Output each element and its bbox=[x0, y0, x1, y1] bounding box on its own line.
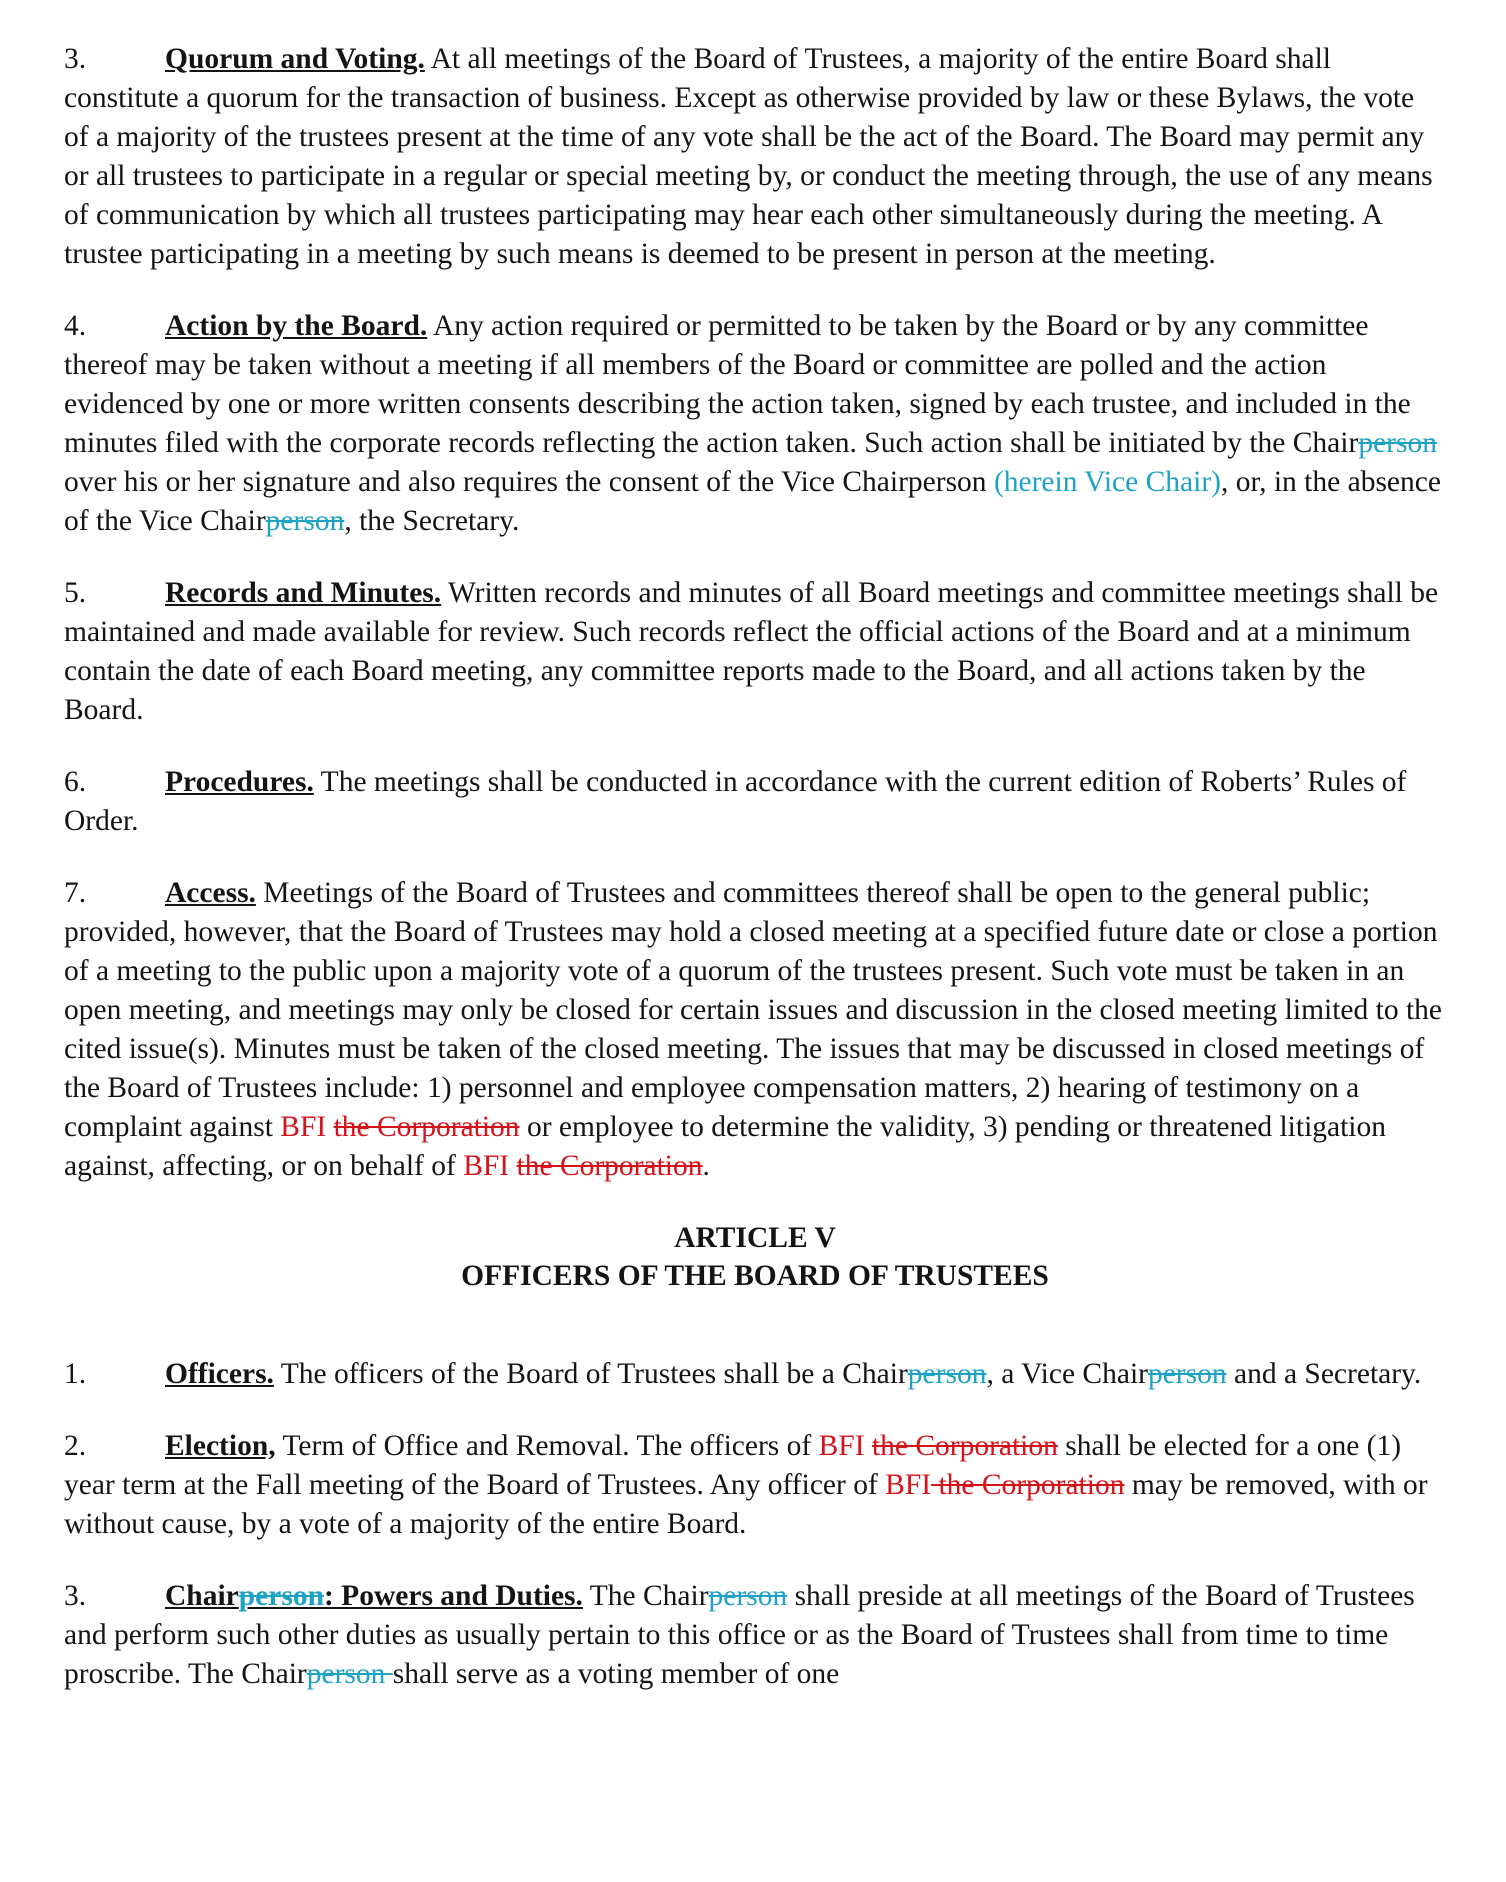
insertion-mark: BFI bbox=[818, 1430, 865, 1462]
section-heading bbox=[165, 1580, 583, 1612]
section-body: shall be elected for a one (1) year term at the Fall meeting of the Board of Trustees. Any officer of bbox=[64, 1430, 1402, 1501]
section-body: The meetings shall be conducted in accordance with the current edition of Roberts’ Rules of Order. bbox=[64, 766, 1407, 837]
deletion-mark: person bbox=[306, 1658, 393, 1690]
section-number: 5. bbox=[64, 577, 87, 609]
section-action-by-the-board bbox=[64, 307, 1446, 541]
deletion-mark: person bbox=[1147, 1358, 1227, 1390]
section-heading: Officers. bbox=[165, 1358, 274, 1390]
heading-part: Chair bbox=[165, 1580, 239, 1612]
section-body: . bbox=[702, 1150, 710, 1182]
section-body: , a Vice Chair bbox=[986, 1358, 1148, 1390]
section-body: shall preside at all meetings of the Board of Trustees and perform such other duties as usually pertain to this office or as the Board of Trustees shall from time to time proscribe. The Chair bbox=[64, 1580, 1415, 1690]
section-body: Any action required or permitted to be taken by the Board or by any committee thereof may be taken without a meeting if all members of the Board or committee are polled and the action evidenced by one or more written consents describing the action taken, signed by each trustee, and included in the minutes filed with the corporate records reflecting the action taken. Such action shall be initiated by the Chair bbox=[64, 310, 1411, 459]
section-heading: Action by the Board. bbox=[165, 310, 428, 342]
insertion-mark: BFI bbox=[463, 1150, 510, 1182]
section-election bbox=[64, 1427, 1446, 1544]
section-heading: Quorum and Voting. bbox=[165, 43, 425, 75]
deletion-mark: person bbox=[238, 1580, 324, 1612]
deletion-mark: person bbox=[708, 1580, 788, 1612]
section-number: 2. bbox=[64, 1430, 87, 1462]
section-heading: Procedures. bbox=[165, 766, 314, 798]
deletion-mark: the Corporation bbox=[871, 1430, 1058, 1462]
section-number: 7. bbox=[64, 877, 87, 909]
section-body: and a Secretary. bbox=[1226, 1358, 1422, 1390]
section-access bbox=[64, 874, 1446, 1186]
section-body: The Chair bbox=[582, 1580, 709, 1612]
section-records-and-minutes bbox=[64, 574, 1446, 730]
insertion-mark: BFI bbox=[885, 1469, 932, 1501]
spacer bbox=[865, 1430, 872, 1462]
article-title: ARTICLE V bbox=[674, 1222, 836, 1254]
section-number: 1. bbox=[64, 1358, 87, 1390]
deletion-mark: the Corporation bbox=[516, 1150, 703, 1182]
deletion-mark: person bbox=[907, 1358, 987, 1390]
section-quorum-and-voting bbox=[64, 40, 1446, 274]
section-heading: Access. bbox=[165, 877, 256, 909]
article-subtitle: OFFICERS OF THE BOARD OF TRUSTEES bbox=[461, 1260, 1049, 1292]
section-body: shall serve as a voting member of one bbox=[392, 1658, 840, 1690]
spacer bbox=[509, 1150, 516, 1182]
section-number: 3. bbox=[64, 43, 87, 75]
deletion-mark: person bbox=[265, 505, 345, 537]
section-body: At all meetings of the Board of Trustees, a majority of the entire Board shall constitute a quorum for the transaction of business. Except as otherwise provided by law or these Bylaws, the vote of a majority of the trustees present at the time of any vote shall be the act of the Board. The Board may permit any or all trustees to participate in a regular or special meeting by, or conduct the meeting through, the use of any means of communication by which all trustees participating may hear each other simultaneously during the meeting. A trustee participating in a meeting by such means is deemed to be present in person at the meeting. bbox=[64, 43, 1433, 270]
section-number: 6. bbox=[64, 766, 87, 798]
deletion-mark: the Corporation bbox=[931, 1469, 1125, 1501]
section-heading: Election, bbox=[165, 1430, 276, 1462]
section-heading: Records and Minutes. bbox=[165, 577, 442, 609]
heading-part: : Powers and Duties. bbox=[323, 1580, 583, 1612]
section-body: , or, in the absence of the Vice Chair bbox=[64, 466, 1441, 537]
section-body: , the Secretary. bbox=[344, 505, 520, 537]
section-body: Written records and minutes of all Board meetings and committee meetings shall be maintained and made available for review. Such records reflect the official actions of the Board and at a minimum contain the date of each Board meeting, any committee reports made to the Board, and all actions taken by the Board. bbox=[64, 577, 1439, 726]
article-heading bbox=[64, 1219, 1446, 1295]
section-body: The officers of the Board of Trustees shall be a Chair bbox=[273, 1358, 908, 1390]
section-body: Meetings of the Board of Trustees and committees thereof shall be open to the general public; provided, however, that the Board of Trustees may hold a closed meeting at a specified future date or close a portion of a meeting to the public upon a majority vote of a quorum of the trustees present. Such vote must be taken in an open meeting, and meetings may only be closed for certain issues and discussion in the closed meeting limited to the cited issue(s). Minutes must be taken of the closed meeting. The issues that may be discussed in closed meetings of the Board of Trustees include: 1) personnel and employee compensation matters, 2) hearing of testimony on a complaint against bbox=[64, 877, 1442, 1143]
section-body: over his or her signature and also requires the consent of the Vice Chairperson bbox=[64, 466, 994, 498]
section-body: or employee to determine the validity, 3) pending or threatened litigation against, affecting, or on behalf of bbox=[64, 1111, 1386, 1182]
section-number: 3. bbox=[64, 1580, 87, 1612]
section-chair-powers-and-duties bbox=[64, 1577, 1446, 1694]
insertion-mark: BFI bbox=[280, 1111, 327, 1143]
deletion-mark: person bbox=[1358, 427, 1437, 459]
spacer bbox=[326, 1111, 333, 1143]
section-procedures bbox=[64, 763, 1446, 841]
section-officers bbox=[64, 1355, 1446, 1394]
section-body: may be removed, with or without cause, by a vote of a majority of the entire Board. bbox=[64, 1469, 1428, 1540]
section-number: 4. bbox=[64, 310, 87, 342]
deletion-mark: the Corporation bbox=[333, 1111, 520, 1143]
section-body: Term of Office and Removal. The officers of bbox=[275, 1430, 819, 1462]
insertion-mark: (herein Vice Chair) bbox=[993, 466, 1221, 498]
